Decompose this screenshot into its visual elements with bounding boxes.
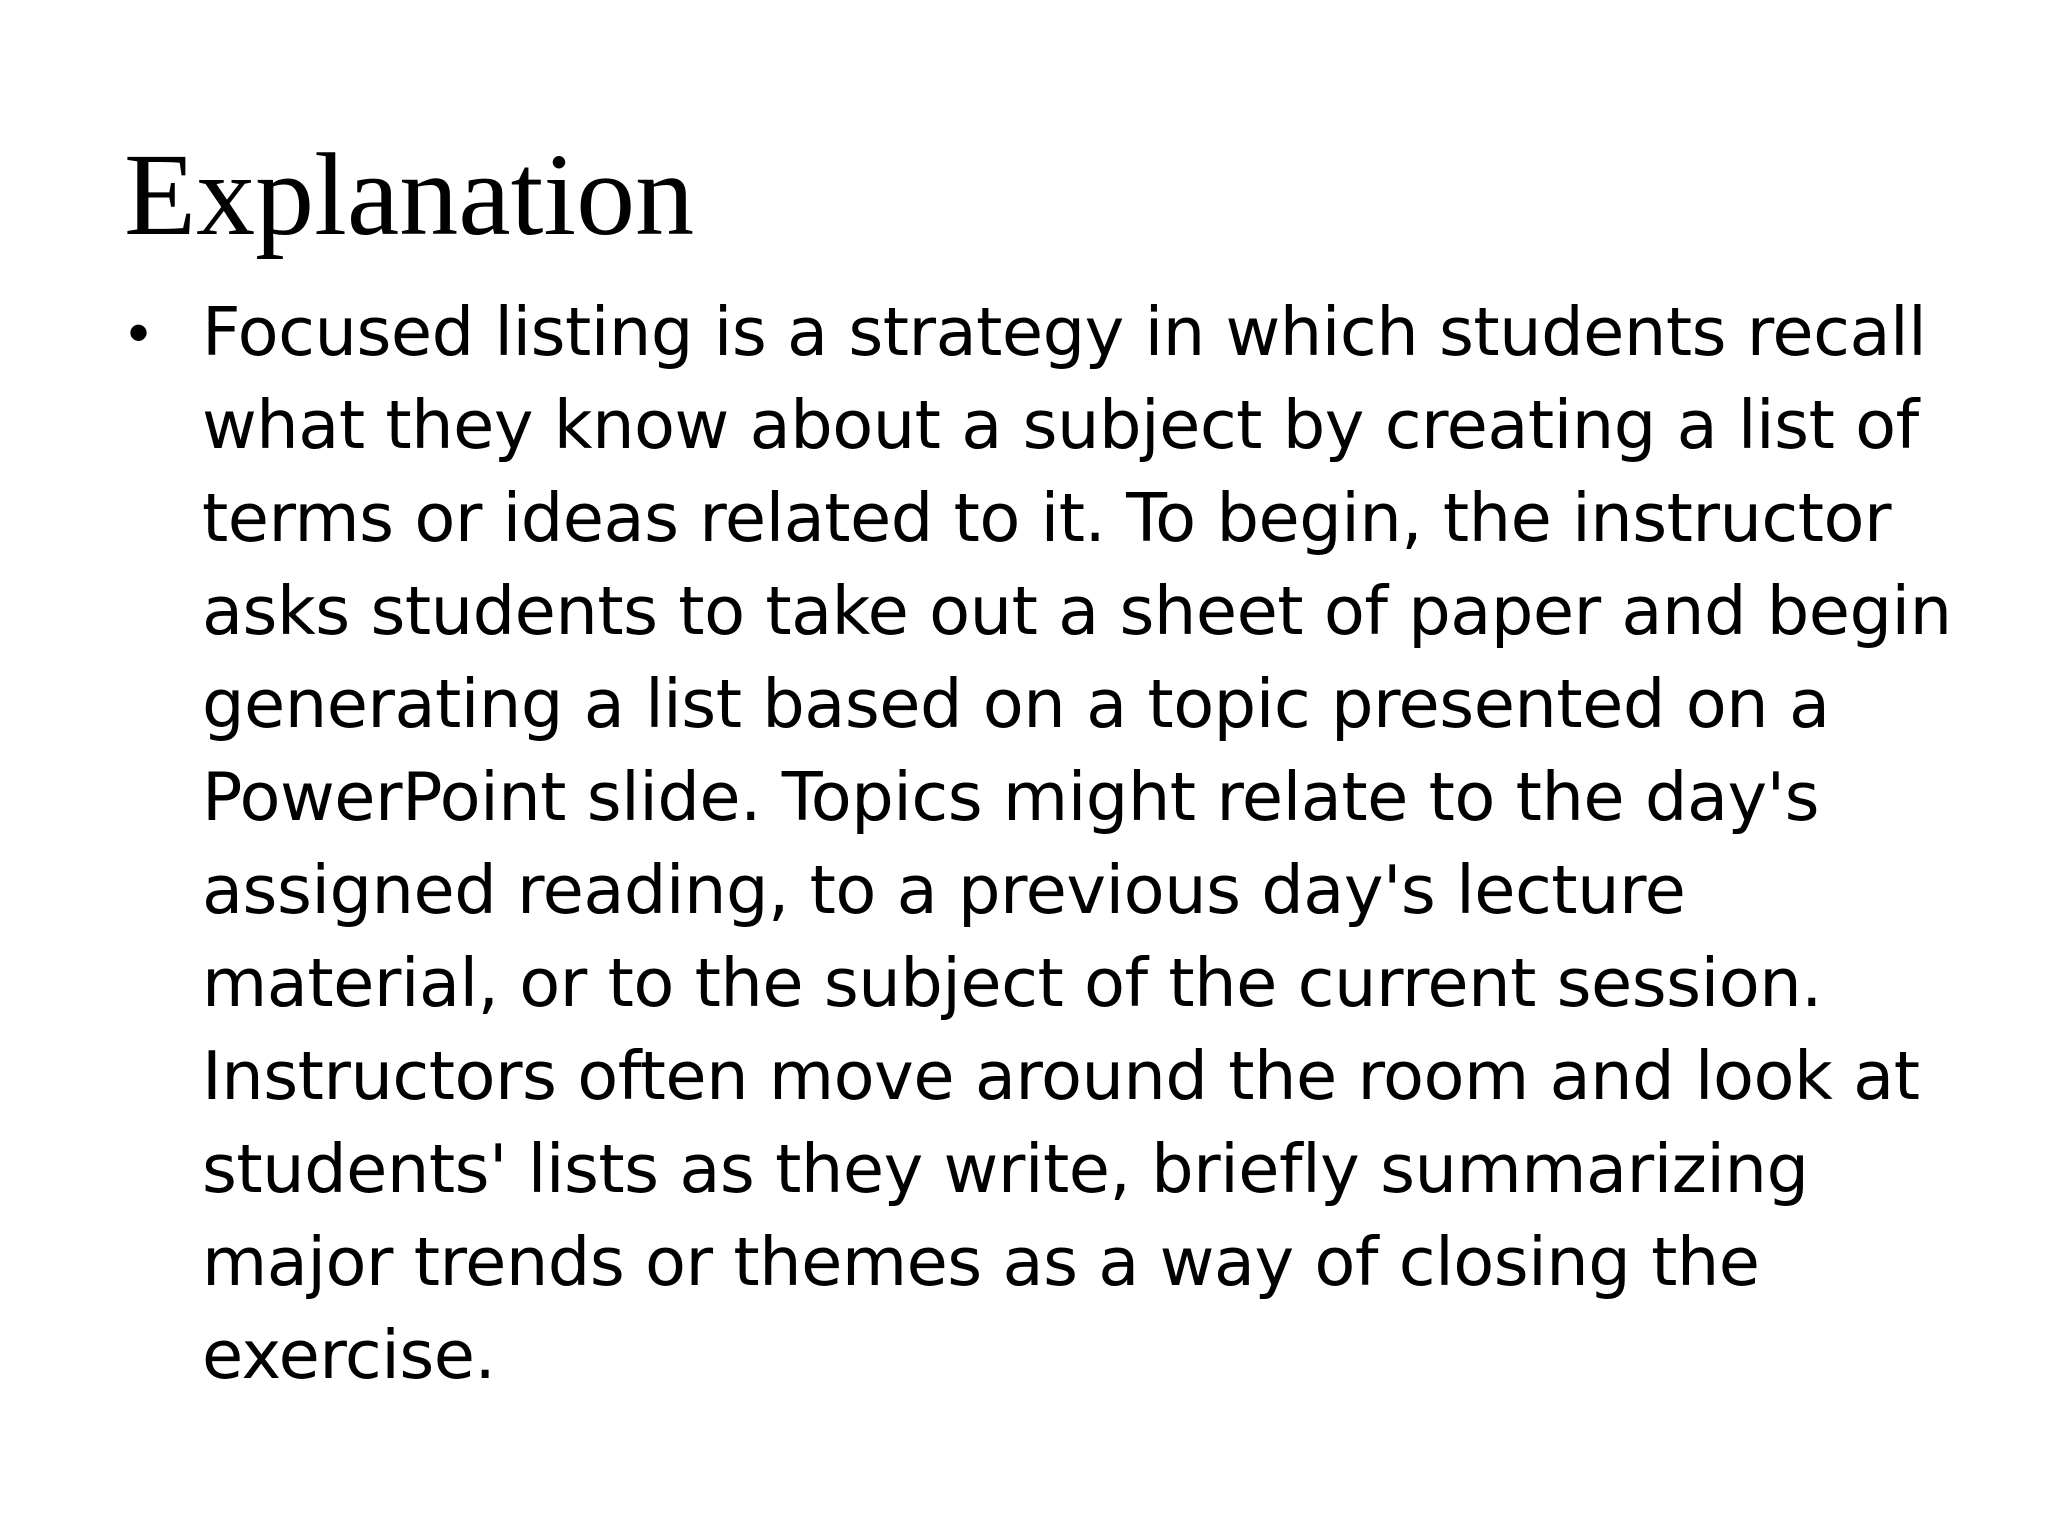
slide-title: Explanation [124, 129, 695, 260]
bullet-item [124, 286, 1954, 1402]
bullet-text: Focused listing is a strategy in which students recall what they know about a subject by creating a list of terms or ideas related to it. To begin, the instructor asks students to take out a sheet of paper and begin generating a list based on a topic presented on a PowerPoint slide. Topics might relate to the day's assigned reading, to a previous day's lecture material, or to the subject of the current session. Instructors often move around the room and look at students' lists as they write, briefly summarizing major trends or themes as a way of closing the exercise. [202, 293, 1952, 1394]
bullet-list [124, 286, 1954, 1402]
bullet-dot-icon: • [128, 299, 150, 366]
